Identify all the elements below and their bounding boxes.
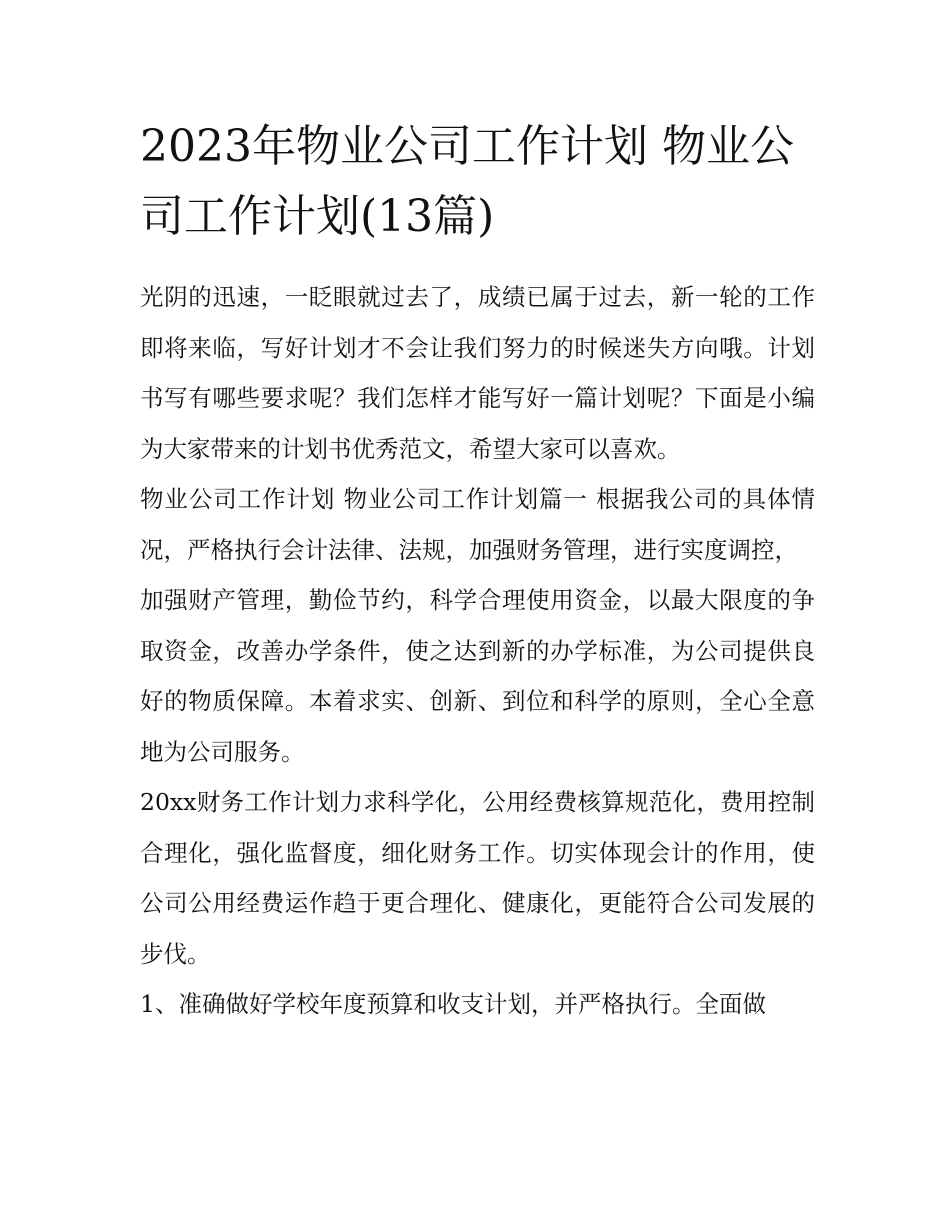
paragraph-finance-plan: 20xx财务工作计划力求科学化，公用经费核算规范化，费用控制合理化，强化监督度，细化财务工作。切实体现会计的作用，使公司公用经费运作趋于更合理化、健康化，更能符合公司发展的步伐。 (140, 788, 815, 968)
paragraph-item-one: 1、准确做好学校年度预算和收支计划，并严格执行。全面做 (140, 990, 766, 1018)
paragraph-intro: 光阴的迅速，一眨眼就过去了，成绩已属于过去，新一轮的工作即将来临，写好计划才不会让我们努力的时候迷失方向哦。计划书写有哪些要求呢？我们怎样才能写好一篇计划呢？下面是小编为大家带来的计划书优秀范文，希望大家可以喜欢。 (140, 283, 815, 463)
document-title: 2023年物业公司工作计划 物业公司工作计划(13篇) (140, 121, 794, 242)
document-body (140, 112, 815, 1030)
paragraph-asset-management: 加强财产管理，勤俭节约，科学合理使用资金，以最大限度的争取资金，改善办学条件，使之达到新的办学标准，为公司提供良好的物质保障。本着求实、创新、到位和科学的原则，全心全意地为公司服务。 (140, 586, 815, 766)
paragraph-plan-one: 物业公司工作计划 物业公司工作计划篇一 根据我公司的具体情况，严格执行会计法律、法规，加强财务管理，进行实度调控， (140, 485, 815, 564)
